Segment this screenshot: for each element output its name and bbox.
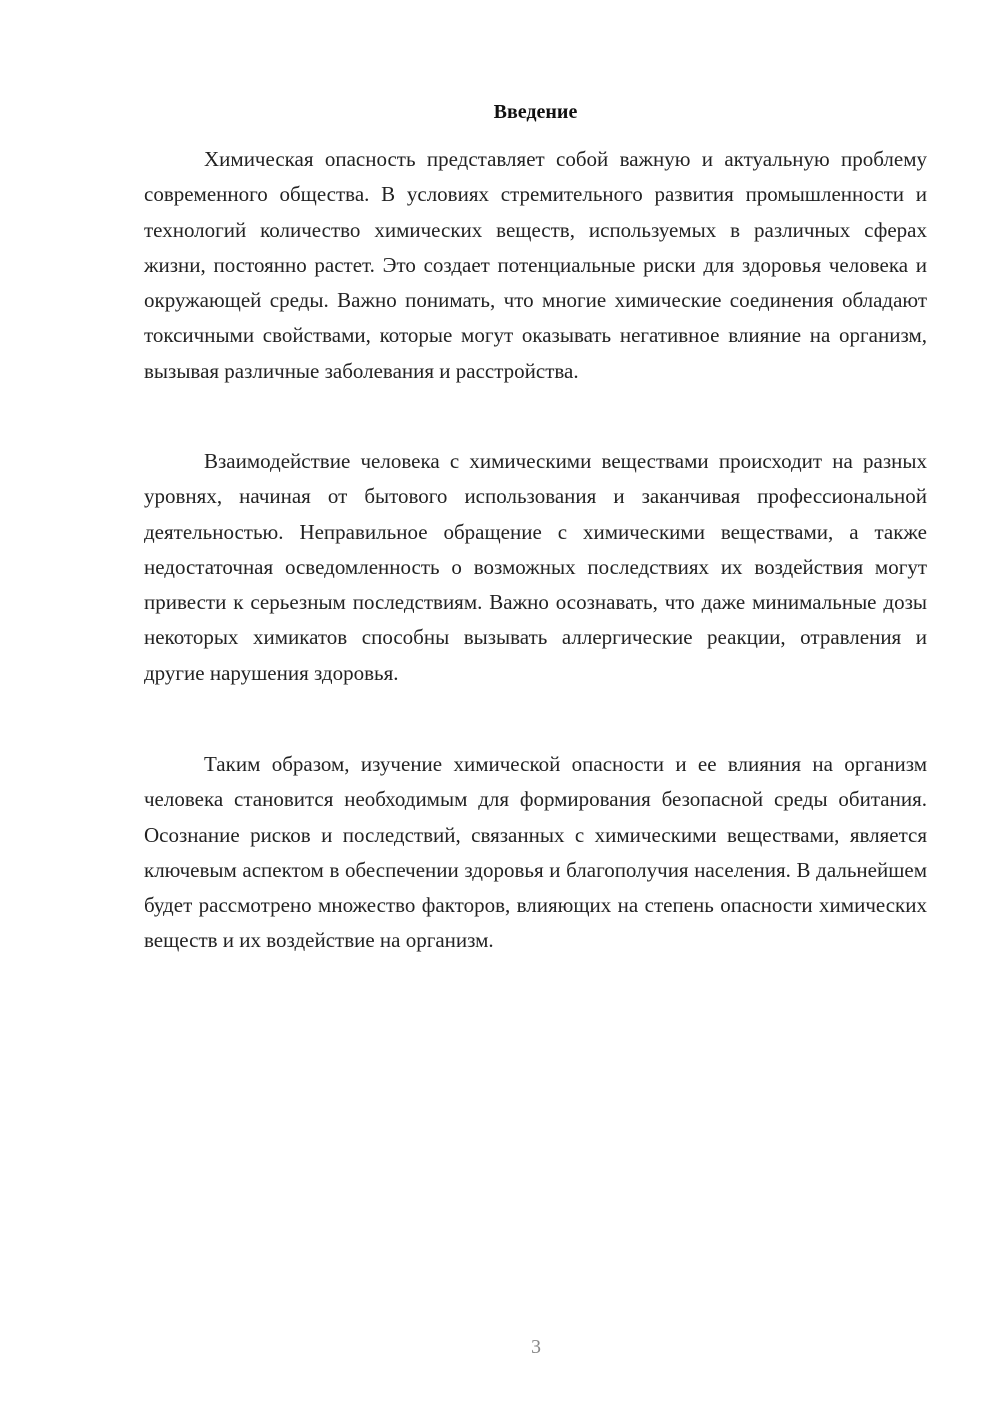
- paragraph: Взаимодействие человека с химическими веществами происходит на разных уровнях, начиная от бытового использования и заканчивая профессиональной деятельностью. Неправильное обращение с химическими веществами, а также недостаточная осведомленность о возможных последствиях их воздействия могут привести к серьезным последствиям. Важно осознавать, что даже минимальные дозы некоторых химикатов способны вызывать аллергические реакции, отравления и другие нарушения здоровья.: [144, 449, 927, 685]
- section-heading: Введение: [493, 101, 578, 123]
- paragraph: Таким образом, изучение химической опасности и ее влияния на организм человека становится необходимым для формирования безопасной среды обитания. Осознание рисков и последствий, связанных с химическими веществами, является ключевым аспектом в обеспечении здоровья и благополучия населения. В дальнейшем будет рассмотрено множество факторов, влияющих на степень опасности химических веществ и их воздействие на организм.: [144, 752, 927, 953]
- paragraph: Химическая опасность представляет собой важную и актуальную проблему современного общества. В условиях стремительного развития промышленности и технологий количество химических веществ, используемых в различных сферах жизни, постоянно растет. Это создает потенциальные риски для здоровья человека и окружающей среды. Важно понимать, что многие химические соединения обладают токсичными свойствами, которые могут оказывать негативное влияние на организм, вызывая различные заболевания и расстройства.: [144, 147, 927, 383]
- page-number: 3: [531, 1336, 541, 1358]
